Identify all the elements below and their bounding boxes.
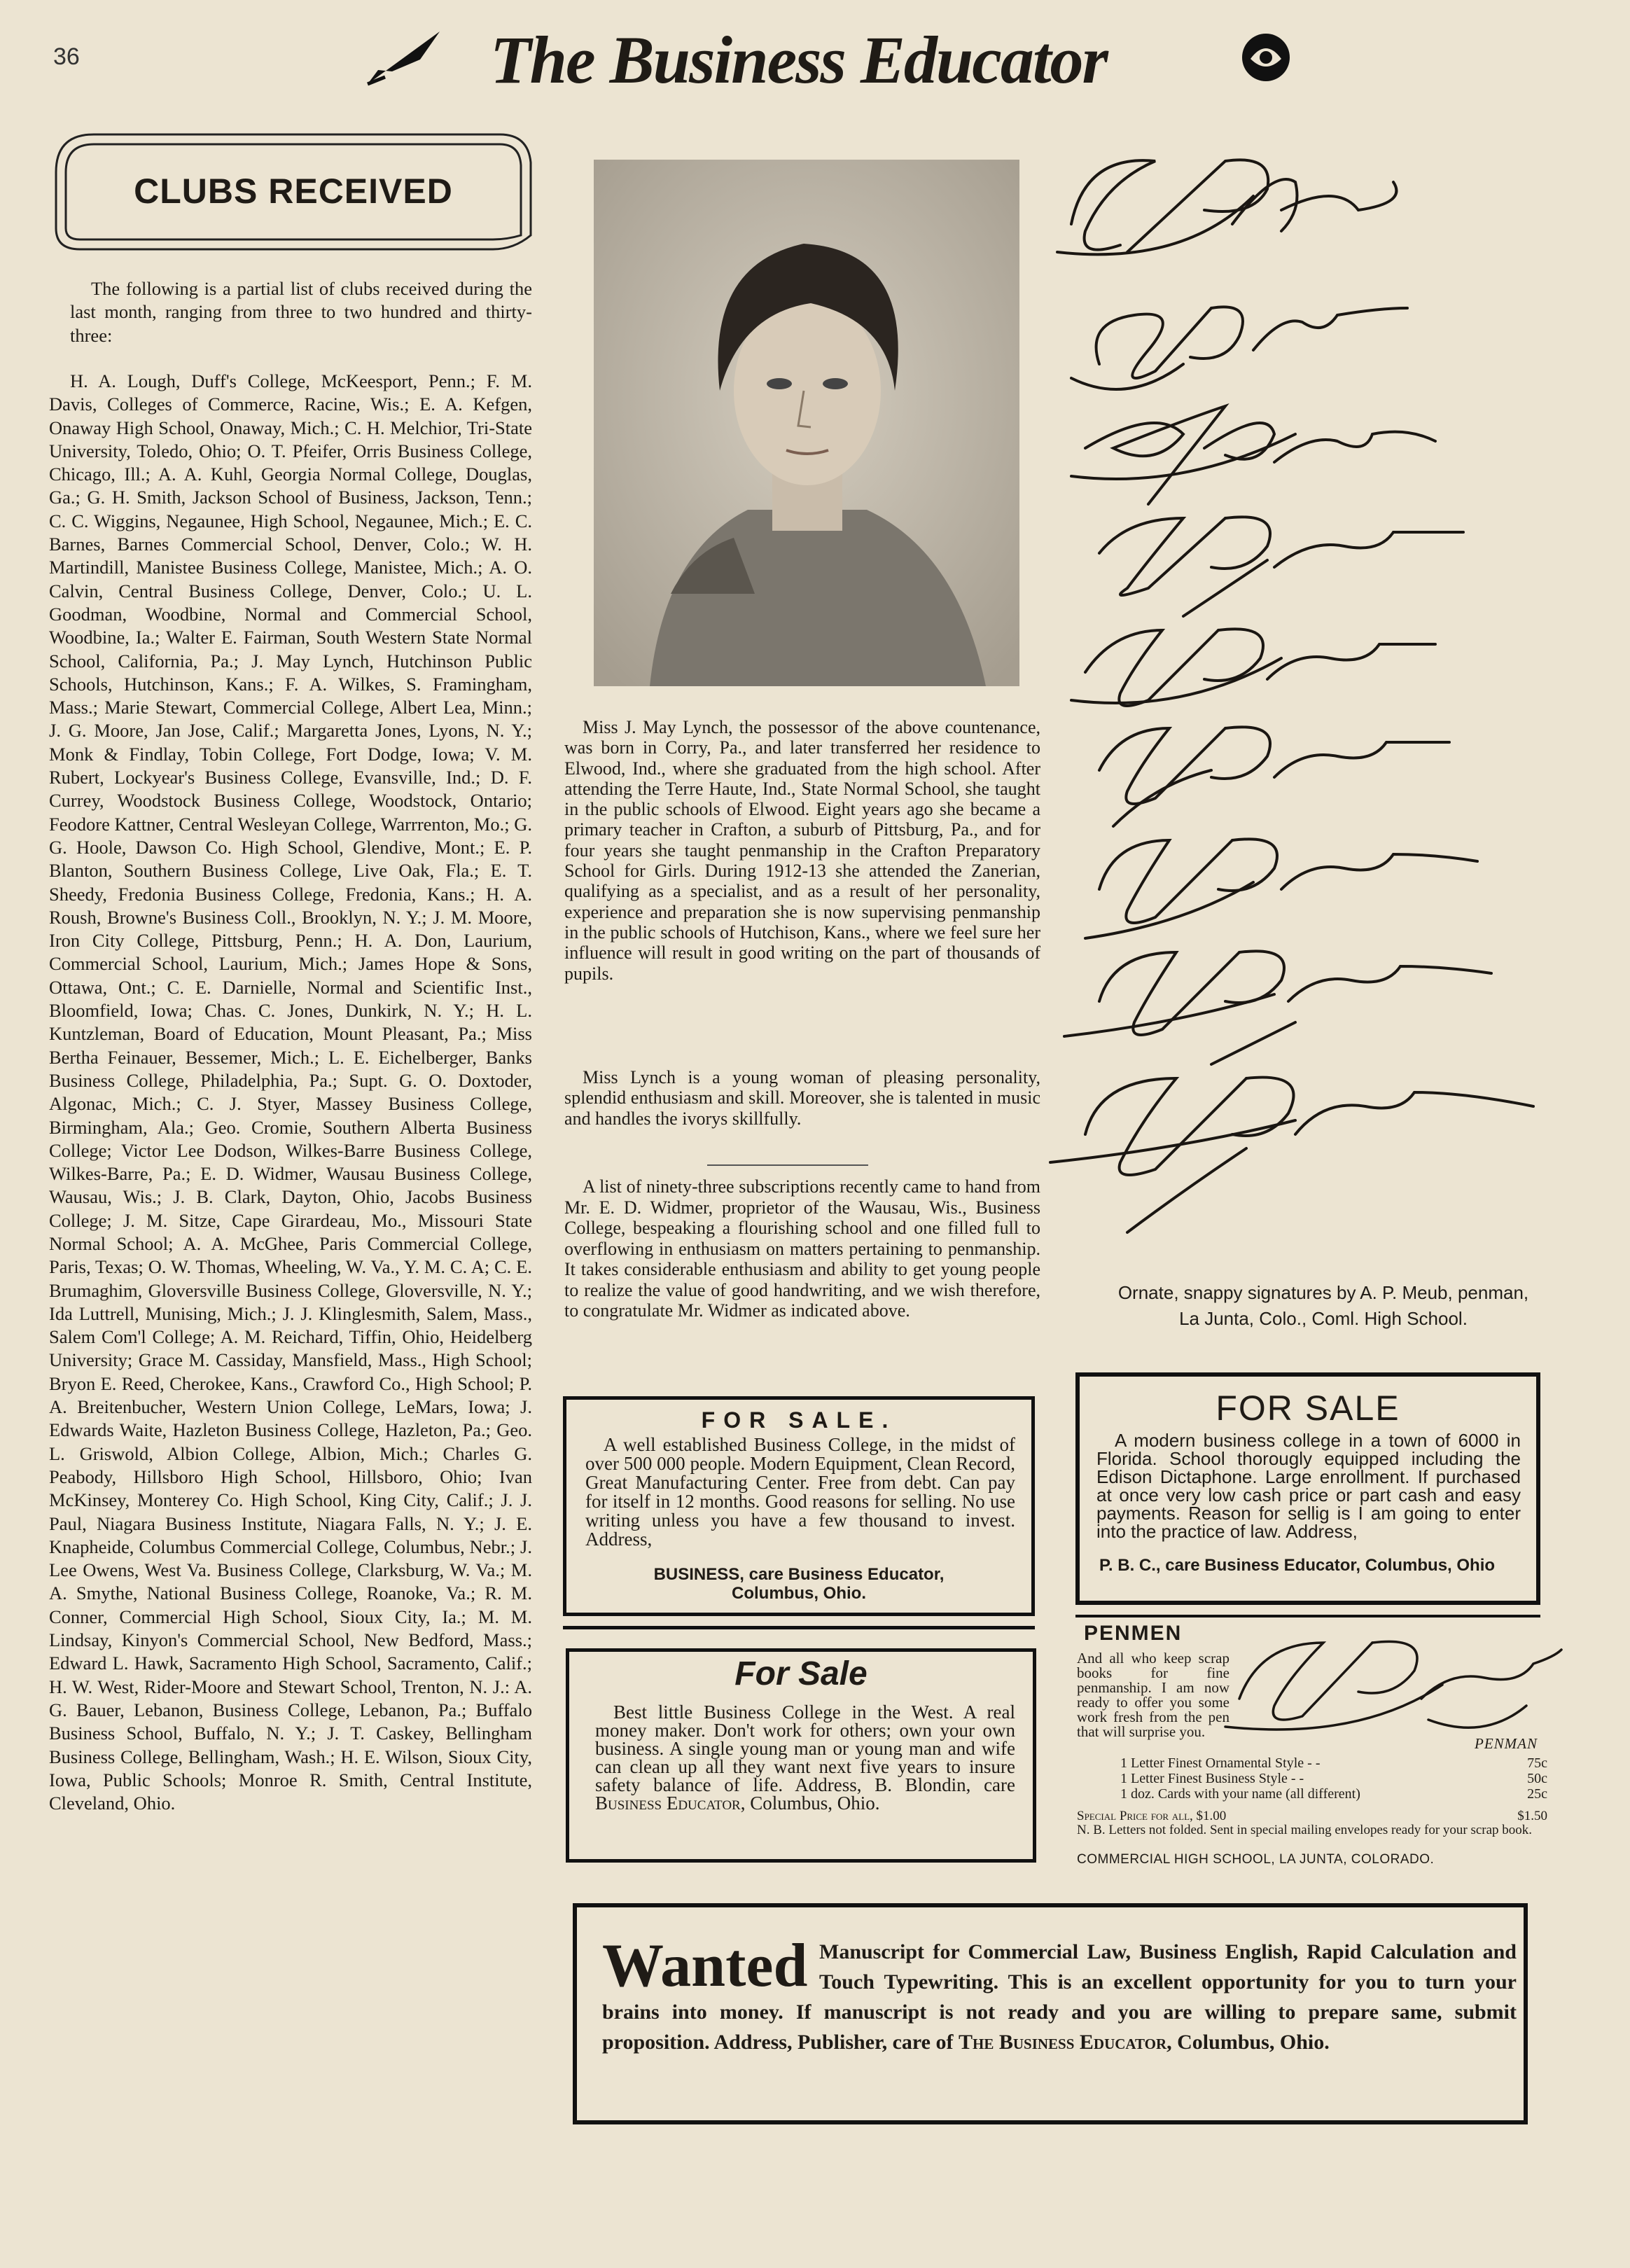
- lynch-biography: Miss J. May Lynch, the possessor of the above countenance, was born in Corry, Pa., and later transferred her residence to Elwood, Ind., where she graduated from the high school. After attending the Terre Haute, Ind., State Normal School, she taught in the public schools of Elwood. Eight years ago she became a primary teacher in Crafton, a suburb of Pittsburg, Pa., and for four years she taught penmanship in the Crafton Preparatory School for Girls. During 1912-13 she attended the Zanerian, qualifying as a specialist, and as a result of her personality, experience and preparation she is now supervising penmanship in the public schools of Hutchison, Kans., where we feel sure her influence will result in good writing on the part of thousands of pupils.: [564, 717, 1040, 984]
- ornate-signatures-image: [1043, 140, 1603, 1267]
- for-sale-ad-1-address: [563, 1565, 1035, 1603]
- penmen-item-name: 1 doz. Cards with your name (all different): [1120, 1786, 1360, 1802]
- penmen-footer: COMMERCIAL HIGH SCHOOL, LA JUNTA, COLORADO.: [1077, 1852, 1435, 1867]
- penmen-special-price: [1077, 1809, 1547, 1823]
- signature-8: [1064, 951, 1491, 1064]
- penmen-ad-intro: And all who keep scrap books for fine penmanship. I am now ready to offer you some work fresh from the pen that will surprise you.: [1077, 1650, 1230, 1740]
- signature-caption: [1050, 1280, 1596, 1332]
- clubs-heading: CLUBS RECEIVED: [134, 172, 453, 211]
- penmen-item-price: 25c: [1527, 1786, 1547, 1802]
- penmen-item-price: 75c: [1527, 1755, 1547, 1771]
- for-sale-ad-2-heading: For Sale: [734, 1655, 868, 1692]
- wanted-heading: Wanted: [602, 1932, 808, 2000]
- for-sale-ad-3-heading: FOR SALE: [1215, 1389, 1400, 1428]
- signature-7: [1085, 839, 1477, 938]
- signature-5: [1071, 629, 1435, 706]
- section-divider: [707, 1164, 868, 1166]
- penmen-note: N. B. Letters not folded. Sent in special mailing envelopes ready for your scrap book.: [1077, 1823, 1533, 1837]
- for-sale-ad-1-heading: FOR SALE.: [701, 1407, 897, 1433]
- for-sale-ad-2-body: [595, 1703, 1015, 1812]
- penmen-price-row: [1120, 1772, 1547, 1786]
- signature-1: [1057, 160, 1396, 254]
- penmen-special-value: $1.50: [1517, 1809, 1547, 1823]
- quill-icon: [364, 28, 441, 88]
- penmen-special-label: Special Price for all, $1.00: [1077, 1809, 1227, 1823]
- signature-2: [1071, 307, 1407, 389]
- for-sale-ad-3-address: P. B. C., care Business Educator, Columbus, Ohio: [1099, 1556, 1496, 1575]
- for-sale-ad-3-body: A modern business college in a town of 6000 in Florida. School thorougly equipped including the Edison Dictaphone. Large enrollment. If purchased at once very low cash price or part cash and easy payments. Reason for sellig is I am going to enter into the practice of law. Address,: [1096, 1430, 1521, 1542]
- portrait-photo: [594, 160, 1019, 686]
- penmen-price-row: [1120, 1756, 1547, 1770]
- signature-4: [1099, 517, 1463, 616]
- horizontal-rule: [563, 1626, 1035, 1629]
- penmen-item-name: 1 Letter Finest Ornamental Style - -: [1120, 1755, 1321, 1771]
- penmen-ad-label: PENMAN: [1475, 1735, 1538, 1752]
- for-sale-ad-1-address-line-2: Columbus, Ohio.: [732, 1584, 866, 1603]
- signature-caption-line-1: Ornate, snappy signatures by A. P. Meub, penman,: [1117, 1282, 1529, 1303]
- for-sale-ad-1-body: A well established Business College, in the midst of over 500 000 people. Modern Equipment, Clean Record, Great Manufacturing Center. Free from debt. Can pay for itself in 12 months. Good reasons for selling. No use writing unless you have a few thousand to invest. Address,: [585, 1434, 1015, 1550]
- page-number: 36: [53, 43, 80, 70]
- signature-9: [1050, 1078, 1533, 1232]
- signature-caption-line-2: La Junta, Colo., Coml. High School.: [1179, 1308, 1468, 1329]
- emblem-icon: [1239, 31, 1293, 84]
- penmen-item-name: 1 Letter Finest Business Style - -: [1120, 1771, 1304, 1786]
- widmer-note: A list of ninety-three subscriptions recently came to hand from Mr. E. D. Widmer, proprietor of the Wausau, Wis., Business College, bespeaking a flourishing school and one filled full to overflowing in enthusiasm on matters pertaining to penmanship. It takes considerable enthusiasm and ability to get young people to realize the value of good handwriting, and we wish therefore, to congratulate Mr. Widmer as indicated above.: [564, 1176, 1040, 1321]
- wanted-city: , Columbus, Ohio.: [1166, 2031, 1330, 2054]
- for-sale-ad-2-text: Best little Business College in the West. A real money maker. Don't work for others; own your own business. A single young man or young man and wife can clean up all they want next five years to insure safety balance of life. Address,: [595, 1702, 1015, 1795]
- penmen-price-row: [1120, 1787, 1547, 1801]
- clubs-intro: The following is a partial list of clubs received during the last month, ranging from three to two hundred and thirty-three:: [70, 278, 532, 346]
- wanted-body: [602, 1932, 1517, 2057]
- penmen-item-price: 50c: [1527, 1771, 1547, 1786]
- for-sale-ad-2-contact: B. Blondin, care: [875, 1774, 1016, 1795]
- for-sale-ad-2-publication: Business Educator: [595, 1793, 741, 1814]
- masthead-title: The Business Educator: [490, 22, 1107, 97]
- signature-3: [1071, 406, 1435, 504]
- lynch-biography-closing: Miss Lynch is a young woman of pleasing personality, splendid enthusiasm and skill. Moreover, she is talented in music and handles the ivorys skillfully.: [564, 1067, 1040, 1129]
- signature-6: [1099, 727, 1449, 826]
- for-sale-ad-2-city: , Columbus, Ohio.: [740, 1793, 880, 1814]
- clubs-list: H. A. Lough, Duff's College, McKeesport, Penn.; F. M. Davis, Colleges of Commerce, Racine, Wis.; E. A. Kefgen, Onaway High School, Onaway, Mich.; C. H. Melchior, Tri-State University, Toledo, Ohio; O. T. Pfeifer, Orris Business College, Chicago, Ill.; A. A. Kuhl, Georgia Normal College, Douglas, Ga.; G. H. Smith, Jackson School of Business, Jackson, Tenn.; C. C. Wiggins, Negaunee, High School, Negaunee, Mich.; E. C. Barnes, Barnes Commercial School, Denver, Colo.; W. H. Martindill, Manistee Business College, Manistee, Mich.; A. O. Calvin, Central Business College, Denver, Colo.; U. L. Goodman, Woodbine, Normal and Commercial School, Woodbine, Ia.; Walter E. Fairman, South Western State Normal School, California, Pa.; J. May Lynch, Hutchinson Public Schools, Hutchinson, Kans.; F. A. Wilkes, S. Framingham, Mass.; Marie Stewart, Commercial College, Albert Lea, Minn.; J. G. Moore, Jan Jose, Calif.; Margaretta Jones, Lyons, N. Y.; Monk & Findlay, Tobin College, Fort Dodge, Iowa; V. M. Rubert, Lockyear's Business College, Evansville, Ind.; D. F. Currey, Woodstock Business College, Woodstock, Ontario; Feodore Kattner, Central Wesleyan College, Warrrenton, Mo.; G. G. Hoole, Dawson Co. High School, Glendive, Mont.; E. P. Blanton, Southern Business College, Live Oak, Fla.; E. T. Sheedy, Fredonia Business College, Fredonia, Kans.; H. A. Roush, Browne's Business Coll., Brooklyn, N. Y.; J. M. Moore, Iron City College, Pittsburg, Penn.; H. A. Don, Laurium, Commercial School, Laurium, Mich.; James Hope & Sons, Ottawa, Ont.; C. E. Darnielle, Normal and Scientific Inst., Bloomfield, Iowa; Chas. C. Jones, Dunkirk, N. Y.; H. L. Kuntzleman, Board of Education, Mount Pleasant, Pa.; Miss Bertha Feinauer, Bessemer, Mich.; L. E. Eichelberger, Banks Business College, Philadelphia, Pa.; Supt. G. O. Doxtoder, Algonac, Mich.; C. J. Styer, Massey Business College, Birmingham, Ala.; Geo. Cromie, Southern Alberta Business College; Victor Lee Dodson, Wilkes-Barre Business College, Wilkes-Barre, Pa.; E. D. Widmer, Wausau Business College, Wausau, Wis.; J. B. Clark, Dayton, Ohio, Jacobs Business College; J. M. Sitze, Cape Girardeau, Mo., Missouri State Normal School; A. A. McGhee, Paris Commercial College, Paris, Texas; O. W. Thomas, Wheeling, W. Va., Y. M. C. A; C. E. Brumaghim, Gloversville Business College, Gloversville, N. Y.; Ida Luttrell, Munising, Mich.; J. J. Klinglesmith, Salem, Mass., Salem Com'l College; A. M. Reichard, Tiffin, Ohio, Heidelberg University; Grace M. Cassiday, Mansfield, Mass., High School; Bryon E. Reed, Cherokee, Kans., Crawford Co., High School; P. A. Breitenbucher, Western Union College, LeMars, Iowa; J. Edwards Waite, Hazleton Business College, Hazleton, Pa.; Geo. L. Griswold, Albion College, Albion, Mich.; Charles G. Peabody, Hillsboro High School, Hillsboro, Ohio; Ivan McKinsey, Monterey Co. High School, King City, Calif.; J. J. Paul, Niagara Business Institute, Niagara Falls, N. Y.; J. E. Knapheide, Columbus Commercial College, Columbus, Nebr.; J. Lee Owens, West Va. Business College, Clarksburg, W. Va.; M. A. Smythe, National Business College, Roanoke, Va.; R. M. Conner, Commercial High School, Sioux City, Ia.; M. M. Lindsay, Kinyon's Commercial School, New Bedford, Mass.; Edward L. Hawk, Sacramento High School, Sacramento, Calif.; H. W. West, Rider-Moore and Stewart School, Trenton, N. J.: A. G. Bauer, Lebanon, Business College, Lebanon, Pa.; Buffalo Business School, Buffalo, N. Y.; J. T. Caskey, Bellingham Business College, Bellingham, Wash.; H. E. Wilson, Sioux City, Iowa, Public Schools; Monroe R. Smith, Central Institute, Cleveland, Ohio.: [49, 370, 532, 1814]
- for-sale-ad-1-address-line-1: BUSINESS, care Business Educator,: [653, 1565, 945, 1584]
- horizontal-rule: [1075, 1615, 1540, 1617]
- wanted-text: Manuscript for Commercial Law, Business English, Rapid Calculation and Touch Typewriting. This is an excellent opportunity for you to turn your brains into money. If manuscript is not ready and you are willing to prepare same, submit proposition. Address, Publisher, care of: [602, 1940, 1517, 2054]
- penmen-ad-title: PENMEN: [1084, 1622, 1183, 1645]
- wanted-publication: The Business Educator: [958, 2031, 1167, 2054]
